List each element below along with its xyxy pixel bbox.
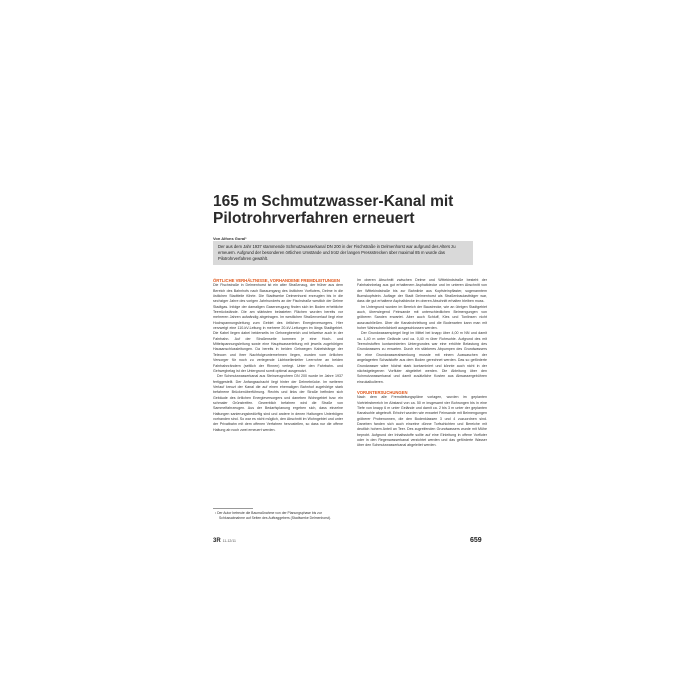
paragraph: Die Fischstraße in Delmenhorst ist ein alter Straßenzug, der früher aus dem Bereich des Bahnhofs nach Bassumgang des östlichen Vorfluters, Delme in die östlichen Stadtteile führte. Die Stadtwerke Delmenhorst erzeugten bis in die sechziger Jahre des vorigen Jahrhunderts an der Fischstraße westlich der Delme Stadtgas. Infolge der damaligen Gaserzeugung finden sich im Boden erhebliche Teerrückstände. Die am stärksten belasteten Flächen wurden bereits vor mehreren Jahren aufwändig abgetragen. Im westlichen Straßenverlauf liegt eine Hochspannungsleitung zum Gebiet des örtlichen Energieversorgers. Hier verzweigt eine 110-kV-Leitung in mehrere 20-kV-Leitungen im längs Stadtgebiet. Die Kabel liegen dabei beiderseits im Gehwegbereich und teilweise auch in der Fahrbahn. Auf der Straßenseite kommen je eine Hoch- und Mittelspannungsleitung sowie eine Hauptwasserleitung mit jeweils zugehörigen Hausanschlussleitungen. Da bereits in beiden Gehwegen Kabelstränge der Telecom und ihrer Nachfolgeunternehmen liegen, wurden vom örtlichen Versorger für noch zu verlegende Lichtwellenleiter Leerrohre an beiden Fahrbahnrändern (seitlich der Rinnen) verlegt. Unter den Fahrbahn- und Gehwegbelag ist der Untergrund somit optimal ausgenutzt. xyxy=(213,283,343,373)
paragraph: Der Grundwasserspiegel liegt im Mittel bei knapp über 4,00 m NN und damit ca. 1,40 m unter Gelände und ca. 0,40 m über Rohrsohle. Aufgrund des mit Teerrohstoffen kontaminierten Untergrundes war eine erhöhte Belastung des Grundwassers zu erwarten. Durch ein stärkeres Abpumpen des Grundwassers für eine Grundwasserabsenkung musste mit einem Auswaschen der angelagerten Schadstoffe aus dem Boden gerechnet werden. Das so geförderte Grundwasser wäre höchst stark kontaminiert und könnte auch nicht in der nächstgelegenen Vorfluter abgeleitet werden. Die Ableitung über den Schmutzwasserkanal und damit zusätzliche Kosten aus Abwassergebühren einzukalkulieren. xyxy=(357,331,487,384)
footnote-rule xyxy=(213,508,253,509)
left-column xyxy=(213,278,343,433)
paragraph: Im Untergrund wurden im Bereich der Baustrecke, wie an übrigen Stadtgebiet auch, überwiegend Feinsande mit unterschiedlichen Beimengungen von gröberen Sanden erwartet. Aber auch Schluff, Kies und Tonlinsen nicht auszuschließen. Über die Kanalrohrleitung und die Bodenarten kann man mit hoher Wahrscheinlichkeit ausgeschlossen werden. xyxy=(357,304,487,331)
section-heading-oertliche-verhaeltnisse: ÖRTLICHE VERHÄLTNISSE, VORHANDENE FREMDLEITUNGEN xyxy=(213,278,340,283)
footnote xyxy=(213,508,343,520)
paragraph: Nach dem alle Fremdleitungspläne vorlagen, wurden im geplanten Vortriebsbereich im Abstand von ca. 50 m insgesamt vier Bohrungen bis in eine Tiefe von knapp 6 m unter Gelände und damit ca. 2 bis 3 m unter der geplanten Kanalsohle abgeteuft. Erbohrt wurden wie erwartet Feinsande mit Beimengungen gröberer Probenonnen, die den Bodenklassen 3 und 4 zuzuordnen sind. Daneben fanden sich auch einzelne dünne Torfschichten und Bereiche mit deutlich hohem Anteil an Teer. Des zugreifenden Grundwassers wurde mit Mühe beprobt. Aufgrund der Inhaltsstoffe sollte auf eine Einleitung in offene Vorfluter oder in den Regenwasserkanal verzichtet werden und das geförderte Wasser über den Schmutzwasserkanal abgeleitet werden. xyxy=(357,395,487,448)
section-heading-voruntersuchungen: VORUNTERSUCHUNGEN xyxy=(357,389,408,395)
publication-logo: 3R xyxy=(213,538,221,544)
footer-logo xyxy=(213,538,236,544)
right-column xyxy=(357,278,487,449)
article-title: 165 m Schmutzwasser-Kanal mit Pilotrohrverfahren erneuert xyxy=(213,193,454,227)
article-abstract: Der aus dem Jahr 1937 stammende Schmutzwasserkanal DN 200 in der Fischstraße in Delmenhorst war aufgrund des Alters zu erneuern. Aufgrund der besonderen örtlichen Umstände und trotz der langen Pressstrecken über maximal 85 m wurde das Pilotrohrverfahren gewählt. xyxy=(213,241,473,265)
article-byline: Von Alfons Goral¹ xyxy=(213,236,247,241)
paragraph: Der Schmutzwasserkanal aus Steinzeugrohren DN 200 wurde im Jahre 1937 fertiggestellt. Der Anfangsschacht liegt hinter der Delmebrücke. Im weiteren Verlauf kreuzt der Kanal die auf einen ehemaligen Bahnhof zugehörige stark befahrene Brückenüberführung. Rechts und links der Straße befinden sich Gebäude des örtlichen Energieversorgers und daneben Wohngebiet bzw. ein schmaler Grünstreifen. Gewerblich befahren wird die Straße von Sammelfahrzeugen. Aus der Bedarfsplanung ergeben sich, dass einzelne Haltungen sanierungsbedürftig sind und andere in denen Haltungen Unterbögen vorhanden sind. So war es nicht möglich, den Abschnitt im Wohngebiet und unter der Privatbahn mit dem offenen Verfahren herzustellen, so dass nur die offene Haltung ab noch zwei erneuert werden. xyxy=(213,374,343,432)
issue-label: 11-12/11 xyxy=(222,539,236,543)
footnote-text: ¹ Der Autor betreute die Baumaßnahme von der Planungsphase bis zur Schlussabnahme auf Seiten des Auftraggebers (Stadtwerke Delmenhorst). xyxy=(215,511,331,520)
page-number: 659 xyxy=(470,537,482,544)
paragraph: Im oberen Abschnitt zwischen Delme und Wittekindstraße besteht der Fahrbahnbelag aus gut erhaltenem Asphaltdecke und im unteren Abschnitt von der Wittekindstraße bis zur Bahnlinie aus Kopfsteinpflaster, sogenanntem Bumskopfstein. Auflage der Stadt Delmenhorst als Straßenbaulastträger war, dass die gut erhaltene Asphaltdecke im oberen Abschnitt erhalten bleiben muss. xyxy=(357,278,487,304)
